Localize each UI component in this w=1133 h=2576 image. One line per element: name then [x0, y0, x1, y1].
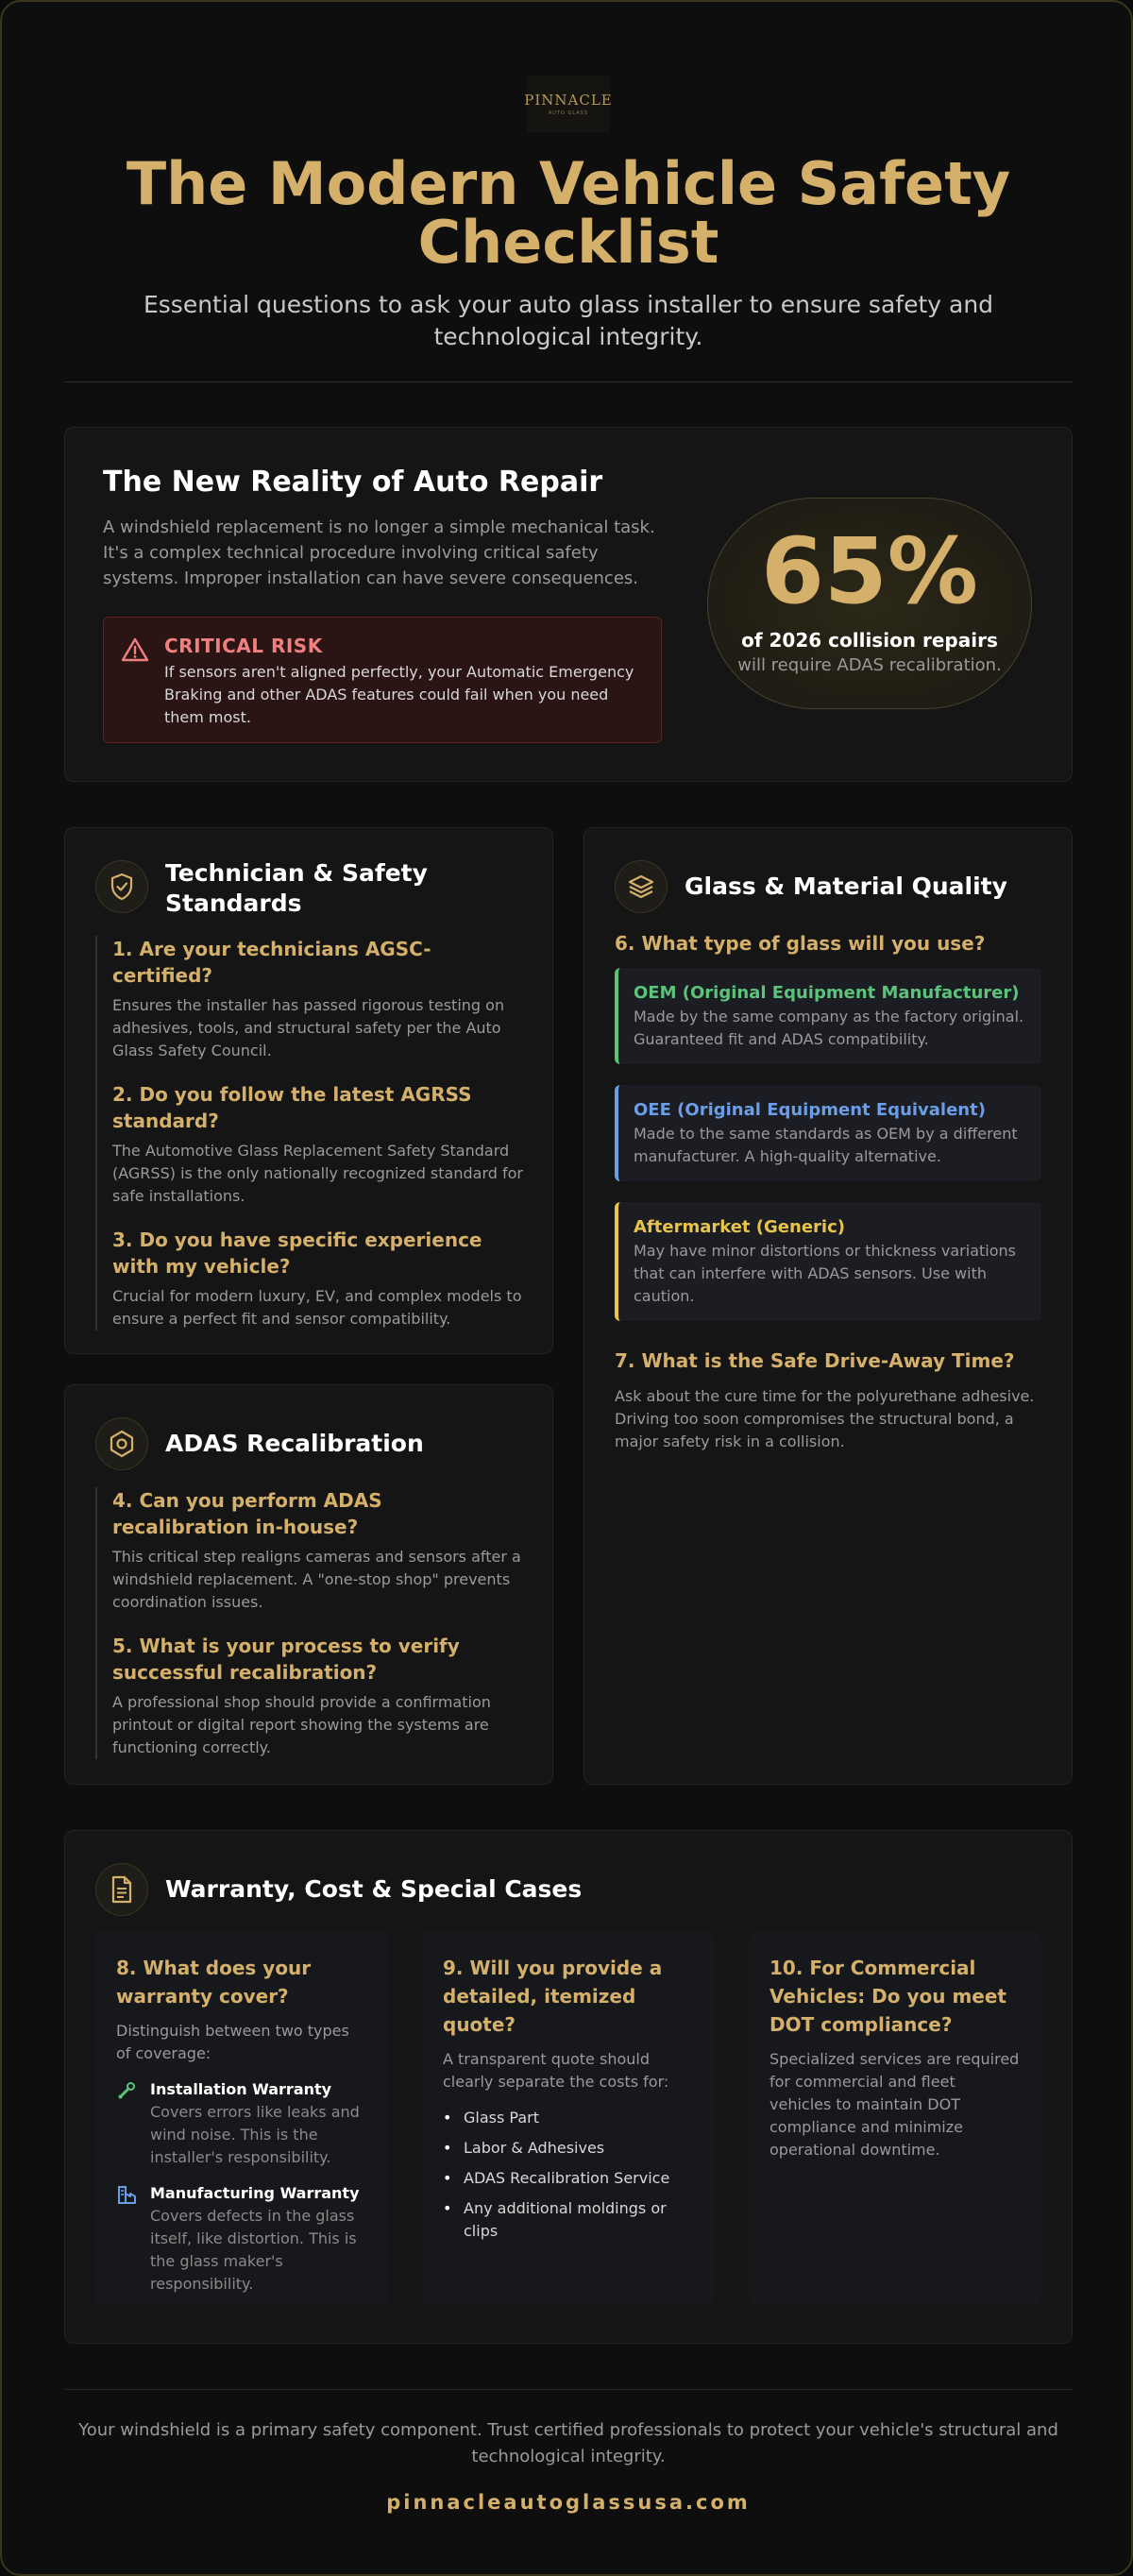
answer-8: Distinguish between two types of coverage: [116, 2022, 349, 2062]
answer-5: A professional shop should provide a confirmation printout or digital report showing the systems are functioning correctly. [112, 1693, 491, 1756]
page-title: The Modern Vehicle Safety Checklist [126, 149, 1011, 277]
warning-triangle-icon [121, 636, 149, 667]
manufacturing-warranty-body: Covers defects in the glass itself, like distortion. This is the glass maker's responsibility. [150, 2207, 357, 2293]
installation-warranty [116, 2078, 367, 2169]
risk-title: CRITICAL RISK [164, 635, 323, 657]
page-subtitle: Essential questions to ask your auto glass installer to ensure safety and technological integrity. [143, 291, 994, 350]
shield-check-icon [95, 860, 148, 913]
installation-warranty-title: Installation Warranty [150, 2080, 332, 2098]
aftermarket-body: May have minor distortions or thickness variations that can interfere with ADAS sensors. Use with caution. [634, 1242, 1016, 1305]
glass-card [583, 827, 1073, 1785]
adas-card [64, 1384, 553, 1785]
divider [64, 381, 1073, 382]
question-9: 9. Will you provide a detailed, itemized quote? [443, 1957, 663, 2036]
answer-1: Ensures the installer has passed rigorous testing on adhesives, tools, and structural safety per the Auto Glass Safety Council. [112, 996, 505, 1059]
oem-title: OEM (Original Equipment Manufacturer) [634, 983, 1020, 1003]
list-item: • ADAS Recalibration Service [443, 2167, 694, 2190]
commercial-column [749, 1931, 1041, 2305]
glass-option-aftermarket [615, 1202, 1041, 1321]
logo-subtext: AUTO GLASS [548, 110, 589, 116]
document-icon [95, 1863, 148, 1916]
stat-line-1: of 2026 collision repairs [741, 629, 998, 652]
wrench-icon [116, 2080, 137, 2105]
list-item: • Glass Part [443, 2107, 694, 2129]
answer-9: A transparent quote should clearly separate the costs for: [443, 2050, 669, 2091]
adas-title: ADAS Recalibration [165, 1430, 424, 1457]
website-link[interactable]: pinnacleautoglassusa.com [386, 2491, 751, 2514]
intro-body: A windshield replacement is no longer a simple mechanical task. It's a complex technical procedure involving critical safety systems. Improper installation can have severe consequences. [103, 517, 655, 588]
question-7: 7. What is the Safe Drive-Away Time? [615, 1349, 1015, 1372]
footer-text: Your windshield is a primary safety component. Trust certified professionals to protect your vehicle's structural and technological integrity. [78, 2420, 1058, 2466]
technician-card [64, 827, 553, 1354]
oem-body: Made by the same company as the factory original. Guaranteed fit and ADAS compatibility. [634, 1008, 1024, 1048]
warranty-column [95, 1931, 388, 2305]
intro-card [64, 427, 1073, 782]
answer-2: The Automotive Glass Replacement Safety Standard (AGRSS) is the only nationally recognized standard for safe installations. [112, 1142, 523, 1205]
question-2: 2. Do you follow the latest AGRSS standard? [112, 1083, 472, 1132]
factory-icon [116, 2184, 137, 2209]
quote-column [422, 1931, 715, 2305]
answer-4: This critical step realigns cameras and sensors after a windshield replacement. A "one-stop shop" prevents coordination issues. [112, 1548, 521, 1611]
oee-body: Made to the same standards as OEM by a different manufacturer. A high-quality alternative. [634, 1125, 1018, 1165]
layers-icon [615, 860, 668, 913]
question-4: 4. Can you perform ADAS recalibration in-house? [112, 1489, 382, 1538]
adas-questions [95, 1487, 524, 1759]
manufacturing-warranty-title: Manufacturing Warranty [150, 2184, 360, 2202]
question-1: 1. Are your technicians AGSC-certified? [112, 938, 431, 987]
brand-logo [524, 76, 613, 132]
list-item: • Any additional moldings or clips [443, 2197, 694, 2243]
technician-title: Technician & Safety Standards [165, 859, 428, 917]
answer-10: Specialized services are required for commercial and fleet vehicles to maintain DOT compliance and minimize operational downtime. [769, 2050, 1020, 2159]
manufacturing-warranty [116, 2182, 367, 2296]
critical-risk-alert [103, 617, 662, 743]
question-8: 8. What does your warranty cover? [116, 1957, 312, 2008]
stat-line-2: will require ADAS recalibration. [737, 655, 1002, 675]
answer-3: Crucial for modern luxury, EV, and complex models to ensure a perfect fit and sensor compatibility. [112, 1287, 522, 1328]
aftermarket-title: Aftermarket (Generic) [634, 1217, 845, 1237]
stat-callout [707, 498, 1032, 709]
logo-wordmark: PINNACLE [524, 92, 613, 109]
cost-list [443, 2107, 694, 2243]
warranty-title: Warranty, Cost & Special Cases [165, 1875, 583, 1903]
answer-7: Ask about the cure time for the polyurethane adhesive. Driving too soon compromises the structural bond, a major safety risk in a collision. [615, 1387, 1035, 1450]
warranty-card [64, 1830, 1073, 2344]
installation-warranty-body: Covers errors like leaks and wind noise. This is the installer's responsibility. [150, 2103, 360, 2166]
question-10: 10. For Commercial Vehicles: Do you meet DOT compliance? [769, 1957, 1006, 2036]
stat-value: 65% [761, 518, 978, 624]
question-5: 5. What is your process to verify successful recalibration? [112, 1635, 460, 1684]
risk-body: If sensors aren't aligned perfectly, your Automatic Emergency Braking and other ADAS features could fail when you need them most. [164, 663, 634, 726]
technician-questions [95, 936, 524, 1330]
question-3: 3. Do you have specific experience with my vehicle? [112, 1229, 482, 1278]
footer-divider [64, 2389, 1073, 2390]
glass-option-oem [615, 968, 1041, 1064]
glass-option-oee [615, 1085, 1041, 1181]
oee-title: OEE (Original Equipment Equivalent) [634, 1100, 986, 1120]
question-6: 6. What type of glass will you use? [615, 932, 986, 955]
glass-title: Glass & Material Quality [685, 873, 1007, 900]
intro-title: The New Reality of Auto Repair [103, 466, 603, 499]
hexagon-sensor-icon [95, 1417, 148, 1470]
list-item: • Labor & Adhesives [443, 2137, 694, 2160]
